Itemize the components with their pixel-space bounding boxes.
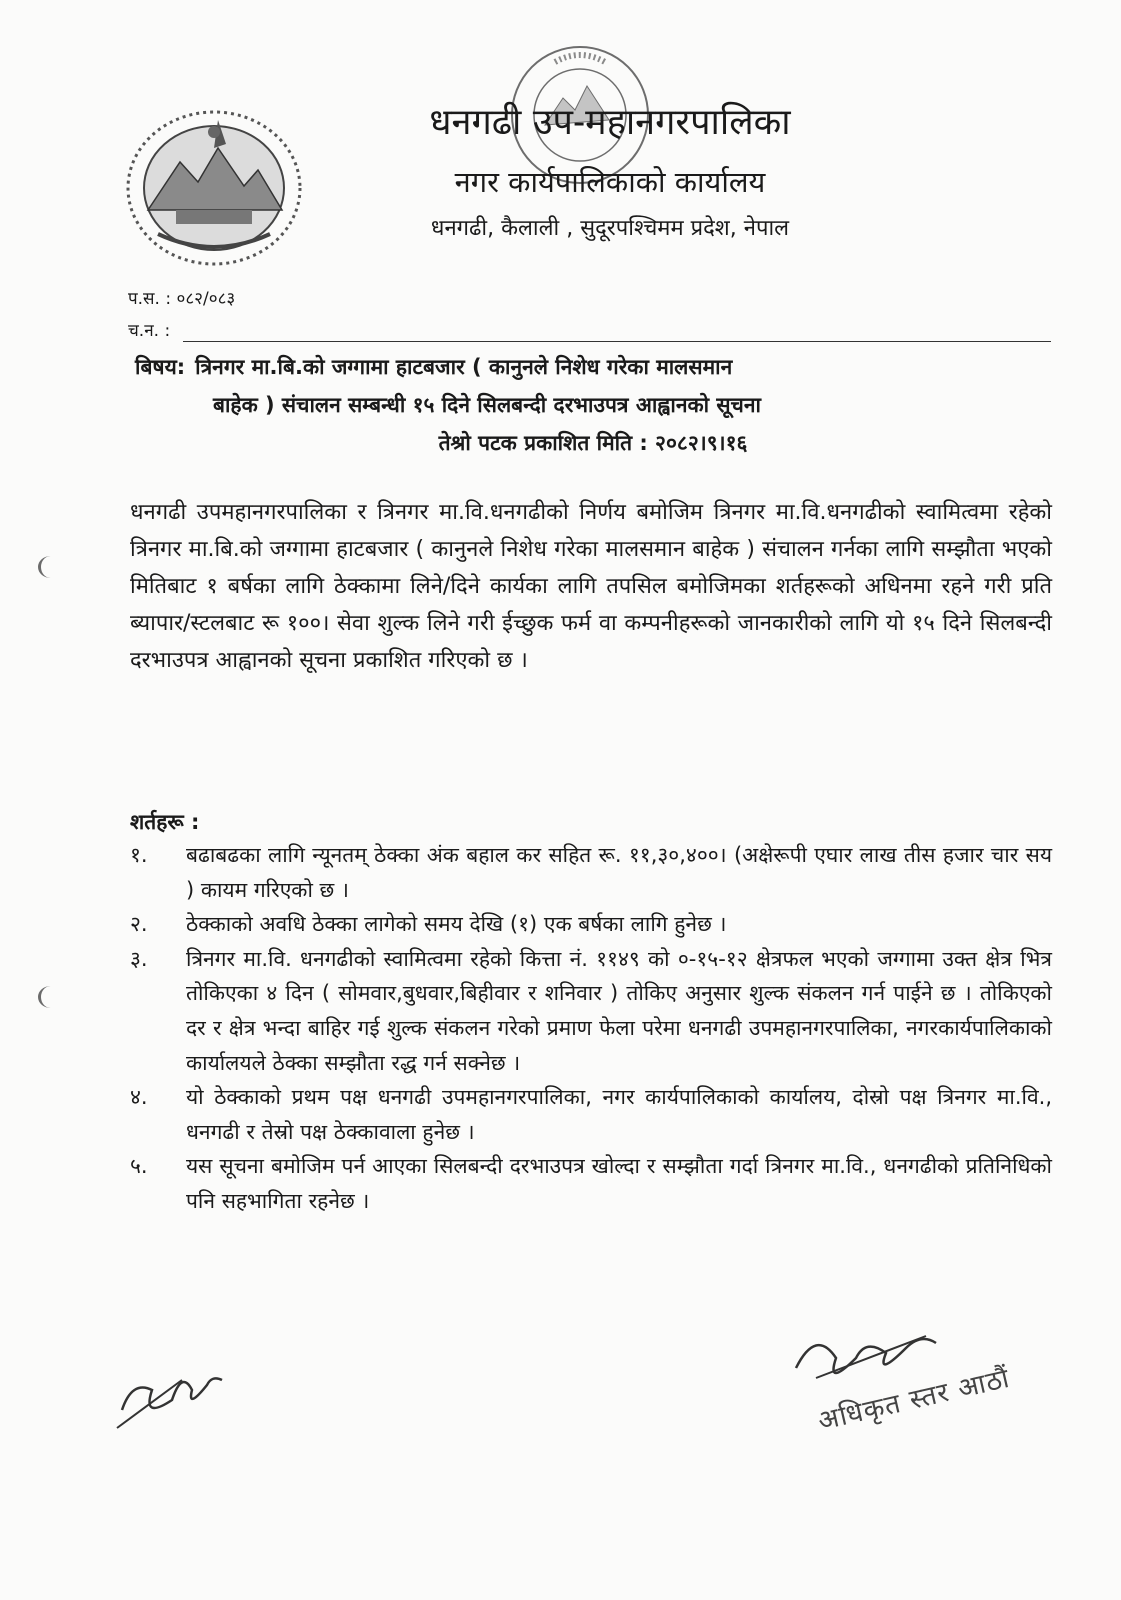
subject-label: बिषय:: [135, 355, 186, 379]
term-number: ४.: [130, 1085, 148, 1110]
dispatch-number: च.न. :: [128, 321, 171, 341]
term-number: ५.: [130, 1154, 148, 1179]
term-item: [130, 838, 1052, 907]
initials-signature: [112, 1340, 242, 1430]
terms-heading: शर्तहरू :: [130, 810, 200, 834]
punch-hole-mark: [38, 556, 63, 578]
fiscal-year: प.स. : ०८२/०८३: [128, 289, 236, 309]
org-name: धनगढी उप-महानगरपालिका: [429, 102, 791, 143]
notice-body: धनगढी उपमहानगरपालिका र त्रिनगर मा.वि.धनगढीको निर्णय बमोजिम त्रिनगर मा.वि.धनगढीको स्वामित्वमा रहेको त्रिनगर मा.बि.को जग्गामा हाटबजार ( कानुनले निशेध गरेका मालसमान बाहेक ) संचालन गर्नका लागि सम्झौता भएको मितिबाट १ बर्षका लागि ठेक्कामा लिने/दिने कार्यका लागि तपसिल बमोजिमका शर्तहरूको अधिनमा रहने गरी प्रति ब्यापार/स्टलबाट रू १००। सेवा शुल्क लिने गरी ईच्छुक फर्म वा कम्पनीहरूको जानकारीको लागि यो १५ दिने सिलबन्दी दरभाउपत्र आह्वानको सूचना प्रकाशित गरिएको छ ।: [130, 500, 1052, 673]
punch-hole-mark: [38, 986, 63, 1008]
header-divider: [183, 341, 1051, 342]
subject-line-2: बाहेक ) संचालन सम्बन्धी १५ दिने सिलबन्दी दरभाउपत्र आह्वानको सूचना: [213, 393, 761, 417]
term-text: बढाबढका लागि न्यूनतम् ठेक्का अंक बहाल कर सहित रू. ११,३०,४००। (अक्षेरूपी एघार लाख तीस हजार चार सय ) कायम गरिएको छ ।: [186, 843, 1052, 902]
term-item: [130, 1149, 1052, 1218]
term-number: २.: [130, 912, 148, 937]
term-text: त्रिनगर मा.वि. धनगढीको स्वामित्वमा रहेको कित्ता नं. ११४९ को ०-१५-१२ क्षेत्रफल भएको जग्गामा उक्त क्षेत्र भित्र तोकिएका ४ दिन ( सोमवार,बुधवार,बिहीवार र शनिवार ) तोकिए अनुसार शुल्क संकलन गर्न पाईने छ । तोकिएको दर र क्षेत्र भन्दा बाहिर गई शुल्क संकलन गरेको प्रमाण फेला परेमा धनगढी उपमहानगरपालिका, नगरकार्यपालिकाको कार्यालयले ठेक्का सम्झौता रद्ध गर्न सक्नेछ ।: [186, 946, 1052, 1075]
term-item: [130, 942, 1052, 1080]
subject-block: [135, 348, 1051, 462]
terms-list: [130, 838, 1052, 1219]
term-item: [130, 907, 1052, 942]
term-item: [130, 1080, 1052, 1149]
office-name: नगर कार्यपालिकाको कार्यालय: [454, 165, 766, 199]
term-number: १.: [130, 843, 148, 867]
term-text: यो ठेक्काको प्रथम पक्ष धनगढी उपमहानगरपालिका, नगर कार्यपालिकाको कार्यालय, दोस्रो पक्ष त्रिनगर मा.वि., धनगढी र तेस्रो पक्ष ठेक्कावाला हुनेछ ।: [186, 1085, 1052, 1144]
term-text: यस सूचना बमोजिम पर्न आएका सिलबन्दी दरभाउपत्र खोल्दा र सम्झौता गर्दा त्रिनगर मा.वि., धनगढीको प्रतिनिधिको पनि सहभागिता रहनेछ ।: [186, 1154, 1052, 1213]
term-text: ठेक्काको अवधि ठेक्का लागेको समय देखि (१) एक बर्षका लागि हुनेछ ।: [186, 912, 727, 937]
nepal-emblem-icon: [118, 100, 310, 270]
designation-stamp: अधिकृत स्तर आठौं: [815, 1362, 1013, 1438]
term-number: ३.: [130, 946, 148, 971]
office-address: धनगढी, कैलाली , सुदूरपश्चिमम प्रदेश, नेपाल: [430, 216, 790, 241]
subject-line-3: तेश्रो पटक प्रकाशित मिति : २०८२।९।१६: [438, 431, 748, 455]
subject-line-1: त्रिनगर मा.बि.को जग्गामा हाटबजार ( कानुनले निशेध गरेका मालसमान: [195, 355, 733, 379]
